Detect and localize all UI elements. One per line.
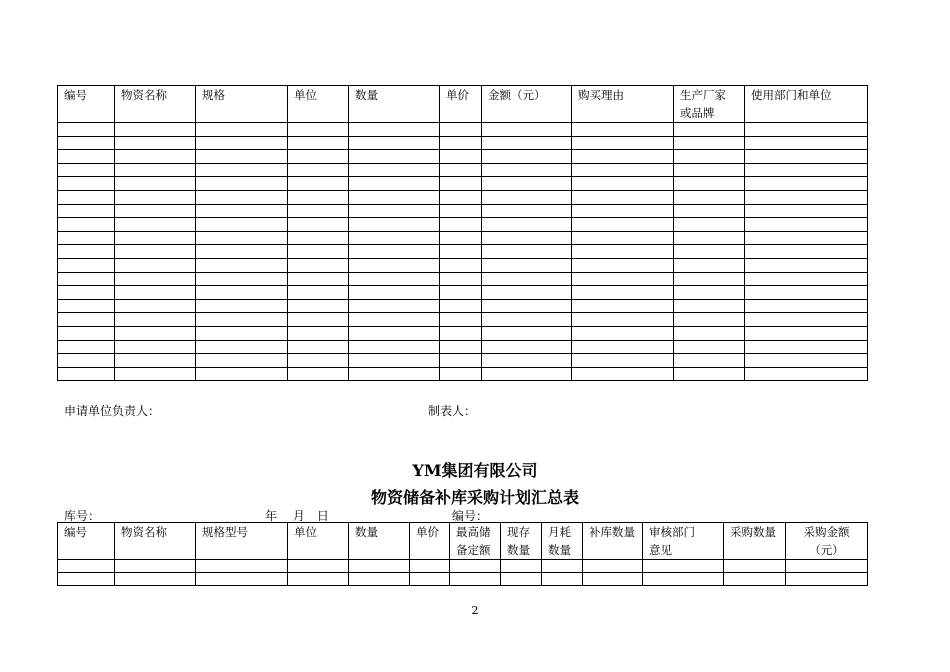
header-line1: 单位: [294, 525, 317, 539]
table-cell: [349, 286, 440, 300]
table-cell: [745, 190, 868, 204]
table-cell: [58, 272, 115, 286]
header-line1: 编号: [64, 525, 87, 539]
number-label: 编号：: [452, 509, 489, 523]
table-row: [58, 367, 868, 381]
table-row: [58, 204, 868, 218]
table-cell: [288, 573, 349, 586]
header-cell: [643, 523, 724, 560]
table-cell: [745, 286, 868, 300]
table-cell: [288, 286, 349, 300]
table-cell: [572, 313, 674, 327]
table-cell: [572, 231, 674, 245]
table-cell: [674, 177, 745, 191]
table-cell: [349, 245, 440, 259]
table-cell: [674, 163, 745, 177]
table-cell: [196, 367, 288, 381]
table-cell: [288, 258, 349, 272]
table-cell: [58, 245, 115, 259]
table-cell: [115, 286, 196, 300]
preparer-label: 制表人：: [428, 404, 477, 418]
table-cell: [115, 354, 196, 368]
table-cell: [288, 272, 349, 286]
table-cell: [349, 326, 440, 340]
table-cell: [674, 204, 745, 218]
table-cell: [440, 326, 482, 340]
table-cell: [745, 150, 868, 164]
header-line1: 审核部门: [649, 525, 695, 539]
table-cell: [450, 560, 501, 573]
header-cell: 规格: [196, 86, 288, 123]
table-cell: [115, 218, 196, 232]
header-cell: 物资名称: [115, 86, 196, 123]
table-cell: [745, 218, 868, 232]
table-row: [58, 136, 868, 150]
table-cell: [572, 272, 674, 286]
table-cell: [482, 204, 572, 218]
table-row: [58, 150, 868, 164]
table-cell: [482, 190, 572, 204]
table-cell: [440, 272, 482, 286]
table-cell: [349, 299, 440, 313]
table-cell: [440, 340, 482, 354]
table-cell: [349, 313, 440, 327]
header-cell: 单价: [440, 86, 482, 123]
table-cell: [115, 367, 196, 381]
table-cell: [58, 286, 115, 300]
header-line1: 规格型号: [202, 525, 248, 539]
table-cell: [440, 177, 482, 191]
table-cell: [572, 150, 674, 164]
header-cell: [501, 523, 542, 560]
header-cell: [115, 523, 196, 560]
table-cell: [115, 123, 196, 137]
table-cell: [745, 313, 868, 327]
table-cell: [572, 258, 674, 272]
table-row: [58, 218, 868, 232]
table-cell: [115, 204, 196, 218]
header-cell: [450, 523, 501, 560]
table-cell: [349, 272, 440, 286]
table-cell: [583, 573, 643, 586]
table-header-row: [58, 86, 868, 123]
table-cell: [115, 190, 196, 204]
table-cell: [674, 190, 745, 204]
replenishment-summary-table: [57, 522, 868, 586]
header-cell: 金额（元）: [482, 86, 572, 123]
table-cell: [115, 560, 196, 573]
table-cell: [288, 204, 349, 218]
table-cell: [115, 136, 196, 150]
table-row: [58, 177, 868, 191]
table-cell: [674, 245, 745, 259]
table-cell: [349, 150, 440, 164]
table-cell: [196, 354, 288, 368]
table-cell: [58, 177, 115, 191]
table-cell: [288, 340, 349, 354]
table-cell: [674, 354, 745, 368]
table-cell: [745, 258, 868, 272]
table-cell: [115, 245, 196, 259]
table-cell: [58, 367, 115, 381]
table-cell: [482, 354, 572, 368]
table-cell: [440, 245, 482, 259]
header-line1: 采购金额: [803, 525, 850, 539]
table-cell: [482, 272, 572, 286]
table-cell: [58, 218, 115, 232]
table-cell: [482, 326, 572, 340]
purchase-request-table: [57, 85, 868, 381]
table-cell: [440, 163, 482, 177]
table-cell: [196, 286, 288, 300]
table-cell: [482, 123, 572, 137]
table-row: [58, 245, 868, 259]
table-cell: [572, 286, 674, 300]
table-cell: [288, 123, 349, 137]
applicant-label: 申请单位负责人：: [64, 404, 161, 418]
table-cell: [572, 326, 674, 340]
table-cell: [349, 231, 440, 245]
table-cell: [115, 573, 196, 586]
table-cell: [440, 354, 482, 368]
table-cell: [58, 204, 115, 218]
table-row: [58, 560, 868, 573]
table-cell: [196, 326, 288, 340]
table-cell: [482, 231, 572, 245]
header-cell: [786, 523, 868, 560]
table-cell: [674, 123, 745, 137]
table-cell: [115, 258, 196, 272]
table-cell: [115, 177, 196, 191]
table-cell: [349, 367, 440, 381]
table-cell: [440, 367, 482, 381]
table-cell: [410, 573, 450, 586]
table-row: [58, 326, 868, 340]
header-line1: 最高储: [456, 525, 491, 539]
header-line2: 数量: [548, 543, 571, 557]
table-cell: [482, 313, 572, 327]
table-cell: [440, 231, 482, 245]
table-cell: [349, 177, 440, 191]
table-cell: [349, 163, 440, 177]
table-cell: [572, 177, 674, 191]
table-cell: [440, 136, 482, 150]
table-cell: [115, 313, 196, 327]
table-cell: [674, 326, 745, 340]
header-cell: [58, 523, 115, 560]
table-cell: [440, 150, 482, 164]
table-cell: [58, 354, 115, 368]
header-cell: 单位: [288, 86, 349, 123]
table-cell: [349, 204, 440, 218]
table-cell: [115, 299, 196, 313]
table-row: [58, 299, 868, 313]
table-cell: [745, 354, 868, 368]
table-cell: [482, 286, 572, 300]
table-cell: [674, 299, 745, 313]
table-cell: [501, 560, 542, 573]
table-cell: [196, 163, 288, 177]
header-line1: 采购数量: [730, 525, 776, 539]
table-cell: [115, 150, 196, 164]
table-cell: [196, 177, 288, 191]
header-cell: [196, 523, 288, 560]
table-cell: [786, 573, 868, 586]
table-row: [58, 354, 868, 368]
table-cell: [196, 204, 288, 218]
table-cell: [572, 340, 674, 354]
table-cell: [58, 299, 115, 313]
table-cell: [745, 367, 868, 381]
table-cell: [674, 231, 745, 245]
header-cell: [349, 523, 410, 560]
table-cell: [196, 573, 288, 586]
table-cell: [674, 313, 745, 327]
table-cell: [440, 299, 482, 313]
header-line1: 现存: [507, 525, 530, 539]
table-cell: [745, 136, 868, 150]
table-cell: [745, 204, 868, 218]
table-cell: [482, 136, 572, 150]
table-cell: [196, 123, 288, 137]
table-cell: [745, 299, 868, 313]
table-cell: [58, 313, 115, 327]
page-number: 2: [471, 604, 479, 617]
company-name: YM集团有限公司: [412, 461, 538, 480]
table-cell: [542, 573, 583, 586]
table-cell: [482, 177, 572, 191]
table-cell: [288, 299, 349, 313]
table-cell: [196, 258, 288, 272]
table-row: [58, 340, 868, 354]
header-cell: 数量: [349, 86, 440, 123]
table-cell: [674, 218, 745, 232]
table-cell: [288, 190, 349, 204]
header-cell: [724, 523, 786, 560]
table-cell: [572, 299, 674, 313]
table-cell: [572, 136, 674, 150]
table-cell: [58, 136, 115, 150]
table-cell: [58, 163, 115, 177]
table-cell: [115, 272, 196, 286]
summary-title: 物资储备补库采购计划汇总表: [370, 488, 579, 507]
table-cell: [572, 190, 674, 204]
table-cell: [288, 136, 349, 150]
table-cell: [58, 231, 115, 245]
table-cell: [288, 231, 349, 245]
table-header-row: [58, 523, 868, 560]
table-cell: [196, 313, 288, 327]
header-line2: 数量: [507, 543, 530, 557]
table-cell: [674, 136, 745, 150]
table-cell: [643, 573, 724, 586]
header-cell: [542, 523, 583, 560]
table-cell: [349, 218, 440, 232]
table-cell: [583, 560, 643, 573]
table-row: [58, 573, 868, 586]
table-row: [58, 163, 868, 177]
table-cell: [349, 573, 410, 586]
table-cell: [440, 123, 482, 137]
table-cell: [745, 340, 868, 354]
table-cell: [196, 150, 288, 164]
table-cell: [115, 163, 196, 177]
table-cell: [440, 190, 482, 204]
table-cell: [440, 286, 482, 300]
table-cell: [288, 354, 349, 368]
table-cell: [196, 245, 288, 259]
header-cell: [410, 523, 450, 560]
header-cell: [583, 523, 643, 560]
table-cell: [288, 150, 349, 164]
table-cell: [349, 354, 440, 368]
table-cell: [724, 560, 786, 573]
table-cell: [440, 218, 482, 232]
table-cell: [58, 190, 115, 204]
header-line2: 或品牌: [680, 106, 715, 120]
header-line1: 数量: [355, 525, 378, 539]
table-cell: [288, 560, 349, 573]
table-cell: [349, 190, 440, 204]
table-cell: [674, 258, 745, 272]
table-cell: [288, 218, 349, 232]
header-line2: 意见: [649, 543, 672, 557]
table-cell: [674, 367, 745, 381]
header-line1: 月耗: [548, 525, 571, 539]
table-cell: [482, 245, 572, 259]
table-cell: [440, 204, 482, 218]
table-cell: [288, 163, 349, 177]
table-cell: [745, 245, 868, 259]
header-cell: 购买理由: [572, 86, 674, 123]
table-cell: [572, 218, 674, 232]
table-cell: [674, 286, 745, 300]
table-cell: [196, 218, 288, 232]
table-cell: [572, 163, 674, 177]
table-cell: [674, 340, 745, 354]
header-line1: 生产厂家: [680, 88, 726, 102]
table-cell: [288, 177, 349, 191]
date-label: 年 月 日: [265, 509, 329, 523]
table-cell: [572, 367, 674, 381]
table-cell: [58, 560, 115, 573]
table-cell: [745, 163, 868, 177]
header-cell: 编号: [58, 86, 115, 123]
table-cell: [196, 340, 288, 354]
table-cell: [349, 340, 440, 354]
warehouse-label: 库号：: [64, 509, 101, 523]
table-cell: [58, 340, 115, 354]
table-cell: [450, 573, 501, 586]
table-cell: [196, 272, 288, 286]
table-cell: [572, 123, 674, 137]
table-row: [58, 286, 868, 300]
table-cell: [288, 245, 349, 259]
header-line2: （元）: [809, 543, 844, 557]
table-cell: [115, 326, 196, 340]
table-cell: [482, 218, 572, 232]
table-cell: [288, 367, 349, 381]
table-cell: [745, 177, 868, 191]
table-cell: [542, 560, 583, 573]
table-cell: [674, 272, 745, 286]
header-cell: 使用部门和单位: [745, 86, 868, 123]
table-cell: [674, 150, 745, 164]
header-line1: 物资名称: [121, 525, 167, 539]
table-cell: [482, 150, 572, 164]
table-row: [58, 231, 868, 245]
table-cell: [482, 340, 572, 354]
table-cell: [196, 231, 288, 245]
table-cell: [572, 245, 674, 259]
table-cell: [572, 354, 674, 368]
table-cell: [196, 560, 288, 573]
table-cell: [482, 258, 572, 272]
table-cell: [572, 204, 674, 218]
header-line1: 单价: [416, 525, 439, 539]
table-cell: [349, 258, 440, 272]
table-cell: [501, 573, 542, 586]
table-cell: [58, 326, 115, 340]
table-cell: [58, 573, 115, 586]
table-cell: [786, 560, 868, 573]
table-cell: [196, 190, 288, 204]
table-row: [58, 272, 868, 286]
header-cell: [288, 523, 349, 560]
table-cell: [349, 136, 440, 150]
table-row: [58, 258, 868, 272]
table-cell: [288, 326, 349, 340]
table-cell: [745, 272, 868, 286]
table-cell: [482, 367, 572, 381]
table-cell: [349, 560, 410, 573]
header-line2: 备定额: [456, 543, 491, 557]
header-cell: [674, 86, 745, 123]
table-cell: [410, 560, 450, 573]
table-row: [58, 313, 868, 327]
table-cell: [349, 123, 440, 137]
table-cell: [58, 150, 115, 164]
table-cell: [440, 313, 482, 327]
table-cell: [196, 136, 288, 150]
table-cell: [115, 231, 196, 245]
table-cell: [196, 299, 288, 313]
table-row: [58, 123, 868, 137]
table-cell: [482, 163, 572, 177]
table-cell: [58, 258, 115, 272]
table-cell: [58, 123, 115, 137]
table-cell: [288, 313, 349, 327]
table-cell: [440, 258, 482, 272]
header-line1: 补库数量: [589, 525, 635, 539]
table-cell: [482, 299, 572, 313]
table-cell: [745, 231, 868, 245]
table-row: [58, 190, 868, 204]
table-cell: [745, 123, 868, 137]
table-cell: [115, 340, 196, 354]
table-cell: [745, 326, 868, 340]
table-cell: [643, 560, 724, 573]
table-cell: [724, 573, 786, 586]
